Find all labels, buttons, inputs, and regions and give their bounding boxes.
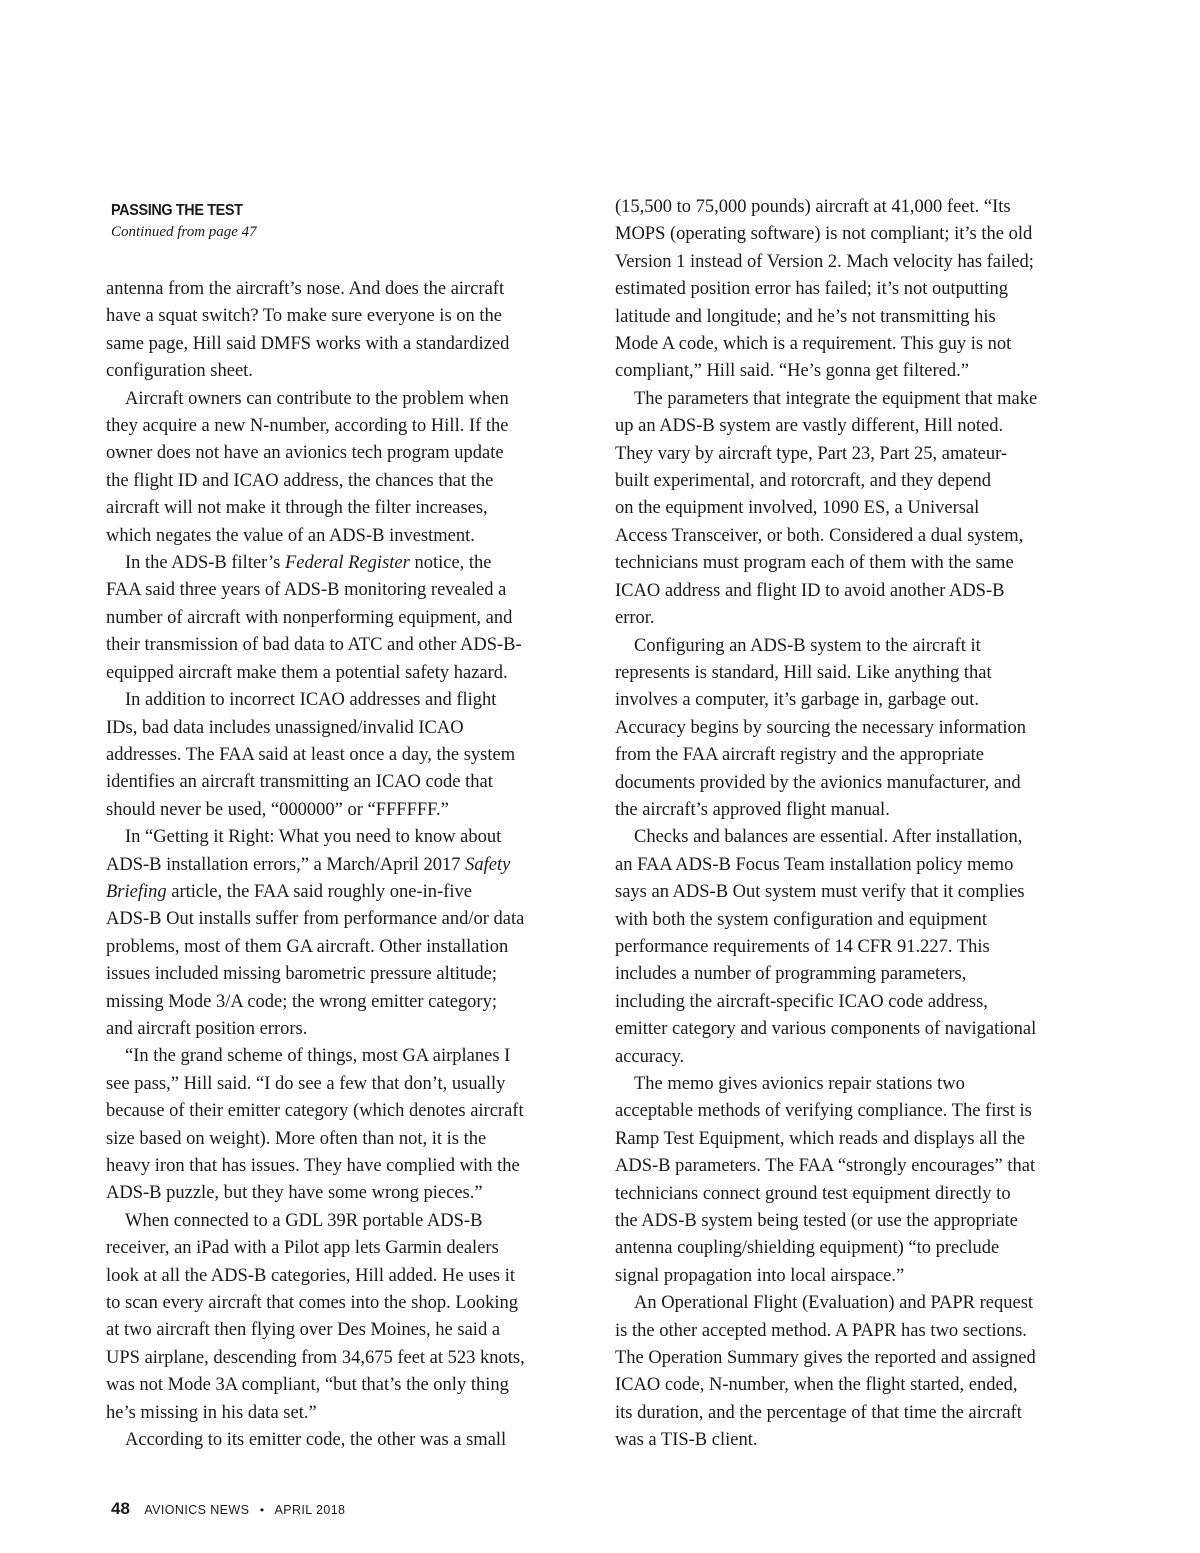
text-run: ADS-B installation errors,” a March/April 2017 — [106, 854, 466, 875]
text-line: at two aircraft then flying over Des Moines, he said a — [106, 1320, 501, 1341]
paragraph — [106, 1208, 596, 1427]
text-line: Mode A code, which is a requirement. This guy is not — [615, 334, 1012, 355]
bullet-separator: • — [259, 1503, 265, 1517]
text-line: size based on weight). More often than not, it is the — [106, 1128, 487, 1149]
text-line: see pass,” Hill said. “I do see a few that don’t, usually — [106, 1073, 506, 1094]
text-line: the flight ID and ICAO address, the chances that the — [106, 470, 494, 491]
right-column — [615, 194, 1105, 1455]
paragraph — [106, 1043, 596, 1207]
text-line: In “Getting it Right: What you need to know about — [125, 827, 502, 848]
text-line: (15,500 to 75,000 pounds) aircraft at 41,000 feet. “Its — [615, 197, 1011, 217]
text-line: receiver, an iPad with a Pilot app lets Garmin dealers — [106, 1238, 499, 1259]
paragraph — [106, 687, 596, 824]
text-line: to scan every aircraft that comes into the shop. Looking — [106, 1293, 519, 1314]
text-line: error. — [615, 608, 655, 629]
text-run: In the ADS-B filter’s — [125, 553, 285, 574]
text-line: addresses. The FAA said at least once a day, the system — [106, 744, 516, 765]
section-title: PASSING THE TEST — [111, 202, 243, 219]
text-line: According to its emitter code, the other was a small — [125, 1430, 507, 1451]
page-footer — [111, 1499, 345, 1519]
text-line: An Operational Flight (Evaluation) and PAPR request — [634, 1293, 1034, 1314]
text-line: have a squat switch? To make sure everyone is on the — [106, 306, 502, 327]
text-line: up an ADS-B system are vastly different, Hill noted. — [615, 416, 1004, 437]
text-line: built experimental, and rotorcraft, and they depend — [615, 471, 992, 492]
text-line: with both the system configuration and equipment — [615, 909, 987, 930]
text-line: which negates the value of an ADS-B investment. — [106, 525, 475, 546]
paragraph — [106, 550, 596, 687]
text-line: ADS-B puzzle, but they have some wrong pieces.” — [106, 1183, 483, 1204]
continued-header — [111, 201, 257, 242]
text-line: says an ADS-B Out system must verify that it complies — [615, 882, 1025, 903]
text-line: When connected to a GDL 39R portable ADS-B — [125, 1210, 483, 1231]
text-line: owner does not have an avionics tech program update — [106, 443, 504, 464]
text-line: represents is standard, Hill said. Like anything that — [615, 662, 992, 683]
text-line: latitude and longitude; and he’s not transmitting his — [615, 306, 996, 327]
paragraph — [615, 386, 1105, 633]
text-line: Aircraft owners can contribute to the problem when — [125, 388, 509, 409]
text-line: ADS-B Out installs suffer from performance and/or data — [106, 909, 525, 930]
text-line: they acquire a new N-number, according to Hill. If the — [106, 416, 509, 437]
paragraph — [615, 1290, 1105, 1454]
italic-title: Briefing — [106, 881, 167, 902]
text-line: aircraft will not make it through the filter increases, — [106, 498, 488, 519]
text-line: antenna coupling/shielding equipment) “to preclude — [615, 1238, 1000, 1259]
text-line: because of their emitter category (which denotes aircraft — [106, 1101, 524, 1122]
text-line: The parameters that integrate the equipment that make — [634, 388, 1038, 409]
paragraph — [106, 276, 596, 386]
text-line: on the equipment involved, 1090 ES, a Universal — [615, 498, 980, 519]
text-line: In addition to incorrect ICAO addresses and flight — [125, 690, 497, 711]
text-line: signal propagation into local airspace.” — [615, 1265, 905, 1286]
text-line: same page, Hill said DMFS works with a standardized — [106, 333, 510, 354]
text-run: notice, the — [409, 553, 492, 574]
text-line: Ramp Test Equipment, which reads and displays all the — [615, 1128, 1025, 1149]
paragraph — [615, 824, 1105, 1071]
text-line: ADS-B parameters. The FAA “strongly encourages” that — [615, 1156, 1036, 1177]
text-line: was a TIS-B client. — [615, 1430, 758, 1451]
italic-title: Federal Register — [284, 553, 410, 574]
text-line: FAA said three years of ADS-B monitoring revealed a — [106, 580, 507, 601]
text-line: number of aircraft with nonperforming equipment, and — [106, 607, 513, 628]
text-line: ICAO address and flight ID to avoid another ADS-B — [615, 580, 1005, 601]
text-line: accuracy. — [615, 1046, 685, 1067]
publication-name: AVIONICS NEWS — [144, 1503, 250, 1517]
paragraph — [106, 1427, 596, 1454]
text-line: IDs, bad data includes unassigned/invalid ICAO — [106, 717, 464, 738]
text-line: Checks and balances are essential. After installation, — [634, 827, 1023, 848]
issue-date: APRIL 2018 — [274, 1503, 346, 1517]
text-line: estimated position error has failed; it’s not outputting — [615, 279, 1009, 300]
text-line: The memo gives avionics repair stations two — [634, 1074, 965, 1094]
text-line: Access Transceiver, or both. Considered a dual system, — [615, 525, 1024, 546]
text-line: issues included missing barometric pressure altitude; — [106, 964, 497, 985]
paragraph — [106, 824, 596, 1043]
text-line: emitter category and various components of navigational — [615, 1019, 1037, 1040]
text-line: configuration sheet. — [106, 361, 253, 382]
text-line: technicians connect ground test equipment directly to — [615, 1183, 1011, 1204]
text-line: missing Mode 3/A code; the wrong emitter category; — [106, 991, 497, 1012]
paragraph — [615, 633, 1105, 825]
text-line: its duration, and the percentage of that time the aircraft — [615, 1402, 1022, 1423]
text-line: problems, most of them GA aircraft. Other installation — [106, 936, 509, 957]
text-line: and aircraft position errors. — [106, 1018, 308, 1039]
paragraph — [106, 386, 596, 550]
text-line: compliant,” Hill said. “He’s gonna get filtered.” — [615, 361, 969, 382]
text-line: They vary by aircraft type, Part 23, Part 25, amateur- — [615, 443, 1008, 464]
text-line: the aircraft’s approved flight manual. — [615, 799, 890, 820]
text-line: documents provided by the avionics manufacturer, and — [615, 772, 1021, 793]
text-line: technicians must program each of them with the same — [615, 553, 1014, 574]
text-line: look at all the ADS-B categories, Hill added. He uses it — [106, 1265, 515, 1286]
paragraph — [615, 1071, 1105, 1290]
text-line — [106, 852, 596, 879]
left-column — [106, 276, 596, 1454]
text-line: Configuring an ADS-B system to the aircraft it — [634, 635, 981, 656]
text-line: Version 1 instead of Version 2. Mach velocity has failed; — [615, 251, 1034, 272]
text-line: involves a computer, it’s garbage in, garbage out. — [615, 690, 980, 711]
text-line: an FAA ADS-B Focus Team installation policy memo — [615, 854, 1014, 875]
text-line: from the FAA aircraft registry and the appropriate — [615, 745, 985, 766]
text-line: MOPS (operating software) is not compliant; it’s the old — [615, 224, 1033, 245]
text-line: was not Mode 3A compliant, “but that’s the only thing — [106, 1375, 509, 1396]
text-line — [106, 550, 596, 577]
text-line: UPS airplane, descending from 34,675 feet at 523 knots, — [106, 1347, 525, 1368]
text-line: identifies an aircraft transmitting an ICAO code that — [106, 772, 493, 793]
text-line: includes a number of programming parameters, — [615, 964, 967, 985]
continued-from-note: Continued from page 47 — [111, 224, 257, 240]
text-line: performance requirements of 14 CFR 91.227. This — [615, 936, 990, 957]
text-line: equipped aircraft make them a potential safety hazard. — [106, 662, 508, 683]
text-line: The Operation Summary gives the reported and assigned — [615, 1348, 1036, 1369]
text-run: article, the FAA said roughly one-in-five — [166, 881, 472, 902]
page-number: 48 — [111, 1499, 130, 1518]
text-line: he’s missing in his data set.” — [106, 1402, 317, 1423]
text-line: is the other accepted method. A PAPR has two sections. — [615, 1320, 1027, 1341]
text-line: Accuracy begins by sourcing the necessary information — [615, 717, 1026, 738]
text-line: should never be used, “000000” or “FFFFFF.” — [106, 799, 449, 820]
text-line: antenna from the aircraft’s nose. And does the aircraft — [106, 279, 505, 299]
text-line: including the aircraft-specific ICAO code address, — [615, 991, 988, 1012]
text-line: ICAO code, N-number, when the flight started, ended, — [615, 1375, 1018, 1396]
text-line: their transmission of bad data to ATC and other ADS-B- — [106, 635, 522, 656]
paragraph — [615, 194, 1105, 386]
italic-title: Safety — [465, 854, 511, 875]
text-line: “In the grand scheme of things, most GA airplanes I — [125, 1046, 511, 1067]
text-line: the ADS-B system being tested (or use the appropriate — [615, 1211, 1018, 1232]
text-line: heavy iron that has issues. They have complied with the — [106, 1156, 520, 1176]
text-line — [106, 879, 596, 906]
text-line: acceptable methods of verifying compliance. The first is — [615, 1101, 1032, 1122]
